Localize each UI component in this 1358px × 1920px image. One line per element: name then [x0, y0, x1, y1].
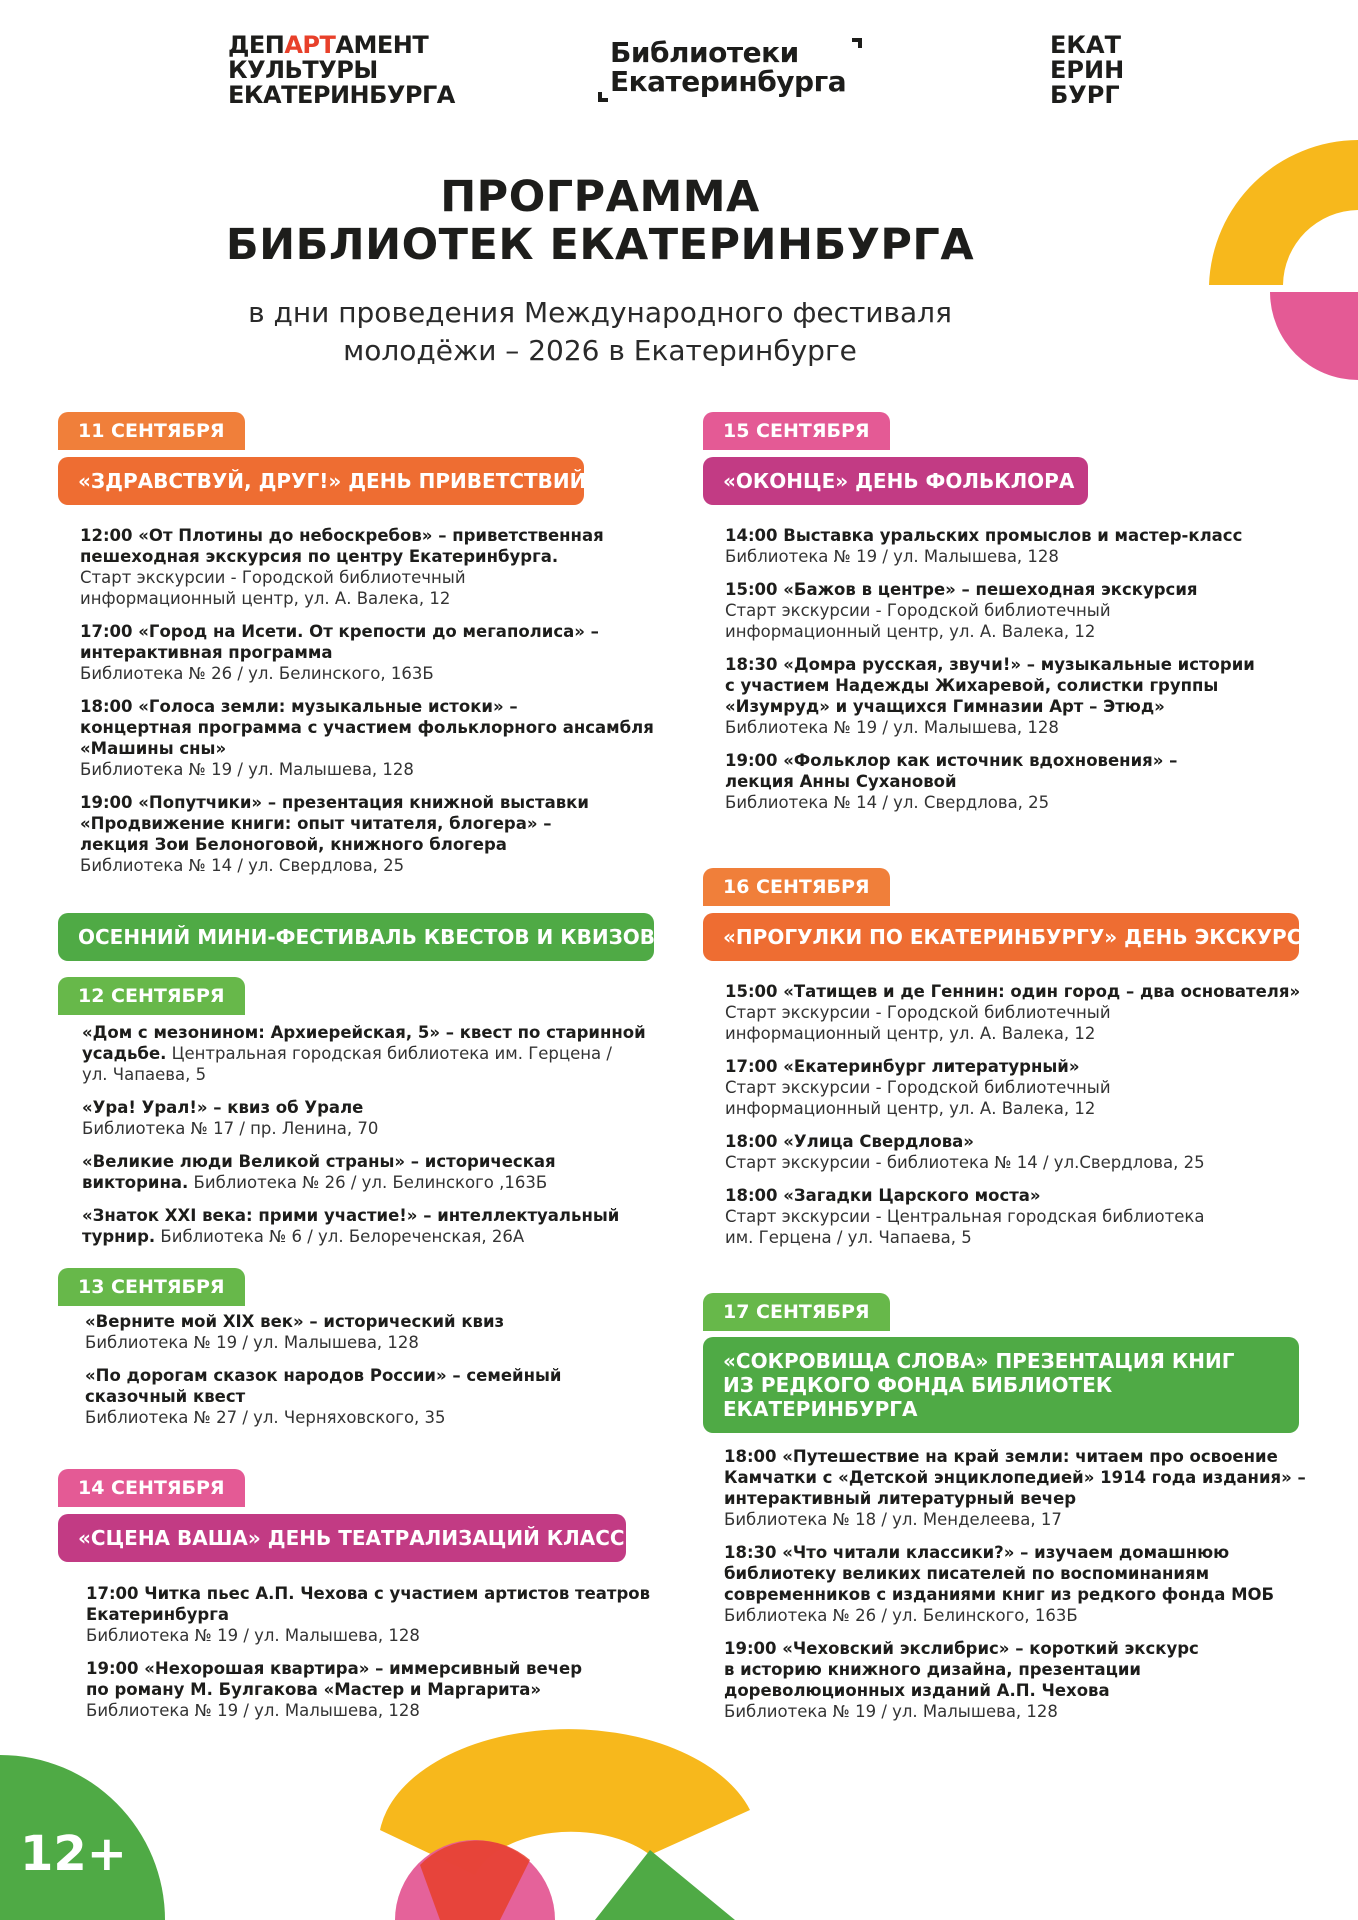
event-item [82, 1205, 682, 1247]
event-item [725, 654, 1345, 738]
title-line: БИБЛИОТЕК ЕКАТЕРИНБУРГА [225, 220, 975, 270]
event-item [80, 792, 680, 876]
event-item [725, 981, 1345, 1044]
date-tab-sep-14: 14 СЕНТЯБРЯ [58, 1469, 245, 1507]
event-item [725, 1185, 1345, 1248]
event-title: 19:00 «Попутчики» – презентация книжной выставки «Продвижение книги: опыт читателя, блогера» – лекция Зои Белоноговой, книжного блогера [80, 793, 589, 854]
event-venue: Библиотека № 19 / ул. Малышева, 128 [724, 1702, 1058, 1721]
event-item [725, 1056, 1345, 1119]
date-tab-sep-16: 16 СЕНТЯБРЯ [703, 868, 890, 906]
event-item [724, 1542, 1344, 1626]
event-list-sep-13 [85, 1311, 685, 1440]
event-item [82, 1022, 682, 1085]
event-venue: ул. Чапаева, 5 [82, 1065, 207, 1084]
event-venue: Библиотека № 17 / пр. Ленина, 70 [82, 1119, 379, 1138]
theme-band-quest-festival: ОСЕННИЙ МИНИ-ФЕСТИВАЛЬ КВЕСТОВ И КВИЗОВ [58, 913, 654, 961]
logo-line: ЕКАТ [1050, 31, 1121, 59]
event-list-sep-17 [724, 1446, 1344, 1734]
event-title: «Великие люди Великой страны» – историческая викторина. Библиотека № 26 / ул. Белинского ,163Б [82, 1152, 556, 1192]
logo-line: БУРГ [1050, 81, 1120, 109]
event-venue: Библиотека № 19 / ул. Малышева, 128 [86, 1701, 420, 1720]
event-title: «Ура! Урал!» – квиз об Урале [82, 1098, 364, 1117]
event-venue: Старт экскурсии - Городской библиотечный информационный центр, ул. А. Валека, 12 [725, 1078, 1111, 1118]
decor-arc-top-right [1205, 140, 1358, 380]
event-venue: Библиотека № 19 / ул. Малышева, 128 [725, 718, 1059, 737]
event-title: «Дом с мезонином: Архиерейская, 5» – квест по старинной усадьбе. Центральная городская библиотека им. Герцена / [82, 1023, 646, 1063]
event-item [80, 621, 680, 684]
event-title: «Знаток XXI века: прими участие!» – интеллектуальный турнир. Библиотека № 6 / ул. Белореченская, 26А [82, 1206, 620, 1246]
event-item [725, 1131, 1345, 1173]
event-item [82, 1151, 682, 1193]
event-item [724, 1446, 1344, 1530]
event-list-sep-14 [86, 1583, 686, 1733]
event-title: 18:00 «Загадки Царского моста» [725, 1186, 1041, 1205]
event-title: 19:00 «Нехорошая квартира» – иммерсивный вечер по роману М. Булгакова «Мастер и Маргарита» [86, 1659, 583, 1699]
event-title: 18:30 «Домра русская, звучи!» – музыкальные истории с участием Надежды Жихаревой, солистки группы «Изумруд» и учащихся Гимназии Арт – Этюд» [725, 655, 1255, 716]
event-title: 12:00 «От Плотины до небоскребов» – приветственная пешеходная экскурсия по центру Екатеринбурга. [80, 526, 604, 566]
event-item [725, 525, 1345, 567]
event-list-sep-11 [80, 525, 680, 888]
event-title: 14:00 Выставка уральских промыслов и мастер-класс [725, 526, 1243, 545]
date-tab-sep-12: 12 СЕНТЯБРЯ [58, 977, 245, 1015]
logo-line: Библиотеки [610, 36, 799, 69]
theme-band-sep-14: «СЦЕНА ВАША» ДЕНЬ ТЕАТРАЛИЗАЦИЙ КЛАССИКИ [58, 1514, 626, 1562]
event-venue: Библиотека № 26 / ул. Белинского, 163Б [724, 1606, 1078, 1625]
logo-line: ЕКАТЕРИНБУРГА [228, 81, 455, 109]
event-venue: Библиотека № 26 / ул. Белинского, 163Б [80, 664, 434, 683]
age-rating-badge: 12+ [20, 1826, 128, 1882]
event-item [80, 696, 680, 780]
theme-band-sep-15: «ОКОНЦЕ» ДЕНЬ ФОЛЬКЛОРА [703, 457, 1088, 505]
logo-line: ЕРИН [1050, 56, 1125, 84]
event-title: 19:00 «Фольклор как источник вдохновения» – лекция Анны Сухановой [725, 751, 1178, 791]
subtitle-line: молодёжи – 2026 в Екатеринбурге [343, 334, 857, 367]
event-item [725, 750, 1345, 813]
decor-arcs-bottom [380, 1715, 760, 1920]
event-title: 15:00 «Бажов в центре» – пешеходная экскурсия [725, 580, 1198, 599]
event-list-sep-16 [725, 981, 1345, 1260]
event-venue: Библиотека № 27 / ул. Черняховского, 35 [85, 1408, 446, 1427]
event-list-sep-12 [82, 1022, 682, 1259]
event-title: 18:00 «Голоса земли: музыкальные истоки» – концертная программа с участием фольклорного ансамбля «Машины сны» [80, 697, 654, 758]
event-item [724, 1638, 1344, 1722]
theme-band-sep-11: «ЗДРАВСТВУЙ, ДРУГ!» ДЕНЬ ПРИВЕТСТВИЙ [58, 457, 584, 505]
event-venue-inline: Библиотека № 6 / ул. Белореченская, 26А [155, 1227, 525, 1246]
event-title: 19:00 «Чеховский экслибрис» – короткий экскурс в историю книжного дизайна, презентации дореволюционных изданий А.П. Чехова [724, 1639, 1199, 1700]
department-culture-logo: ДЕПАРТАМЕНТ КУЛЬТУРЫ ЕКАТЕРИНБУРГА [228, 31, 455, 109]
event-item [82, 1097, 682, 1139]
date-tab-sep-13: 13 СЕНТЯБРЯ [58, 1268, 245, 1306]
event-venue: Библиотека № 19 / ул. Малышева, 128 [86, 1626, 420, 1645]
event-item [85, 1365, 685, 1428]
event-item [80, 525, 680, 609]
event-venue: Старт экскурсии - Центральная городская библиотека им. Герцена / ул. Чапаева, 5 [725, 1207, 1205, 1247]
event-item [86, 1658, 686, 1721]
theme-band-sep-16: «ПРОГУЛКИ ПО ЕКАТЕРИНБУРГУ» ДЕНЬ ЭКСКУРСИЙ [703, 913, 1299, 961]
event-venue: Библиотека № 14 / ул. Свердлова, 25 [725, 793, 1050, 812]
logo-line: КУЛЬТУРЫ [228, 56, 378, 84]
event-item [85, 1311, 685, 1353]
page-subtitle [180, 294, 1020, 370]
event-venue: Старт экскурсии - Городской библиотечный информационный центр, ул. А. Валека, 12 [80, 568, 466, 608]
event-venue-inline: Центральная городская библиотека им. Герцена / [166, 1044, 612, 1063]
event-title: 18:30 «Что читали классики?» – изучаем домашнюю библиотеку великих писателей по воспоминаниям современников с изданиями книг из редкого фонда МОБ [724, 1543, 1275, 1604]
event-venue-inline: Библиотека № 26 / ул. Белинского ,163Б [188, 1173, 548, 1192]
event-venue: Старт экскурсии - библиотека № 14 / ул.Свердлова, 25 [725, 1153, 1205, 1172]
event-venue: Библиотека № 19 / ул. Малышева, 128 [85, 1333, 419, 1352]
event-item [725, 579, 1345, 642]
event-venue: Библиотека № 18 / ул. Менделеева, 17 [724, 1510, 1062, 1529]
ekaterinburg-logo [1050, 33, 1124, 108]
event-venue: Библиотека № 19 / ул. Малышева, 128 [80, 760, 414, 779]
date-tab-sep-15: 15 СЕНТЯБРЯ [703, 412, 890, 450]
date-tab-sep-17: 17 СЕНТЯБРЯ [703, 1293, 890, 1331]
event-title: «Верните мой XIX век» – исторический квиз [85, 1312, 505, 1331]
date-tab-sep-11: 11 СЕНТЯБРЯ [58, 412, 245, 450]
event-venue: Старт экскурсии - Городской библиотечный информационный центр, ул. А. Валека, 12 [725, 601, 1111, 641]
event-list-sep-15 [725, 525, 1345, 825]
event-title: 17:00 Читка пьес А.П. Чехова с участием артистов театров Екатеринбурга [86, 1584, 651, 1624]
event-venue: Библиотека № 14 / ул. Свердлова, 25 [80, 856, 405, 875]
event-title: 17:00 «Екатеринбург литературный» [725, 1057, 1080, 1076]
event-title: 18:00 «Улица Свердлова» [725, 1132, 974, 1151]
title-line: ПРОГРАММА [440, 172, 760, 222]
event-title: 17:00 «Город на Исети. От крепости до мегаполиса» – интерактивная программа [80, 622, 599, 662]
theme-band-sep-17: «СОКРОВИЩА СЛОВА» ПРЕЗЕНТАЦИЯ КНИГ ИЗ РЕДКОГО ФОНДА БИБЛИОТЕК ЕКАТЕРИНБУРГА [703, 1337, 1299, 1433]
event-title: 15:00 «Татищев и де Геннин: один город – два основателя» [725, 982, 1301, 1001]
subtitle-line: в дни проведения Международного фестиваля [248, 296, 952, 329]
event-venue: Старт экскурсии - Городской библиотечный информационный центр, ул. А. Валека, 12 [725, 1003, 1111, 1043]
event-title: 18:00 «Путешествие на край земли: читаем про освоение Камчатки с «Детской энциклопедией» 1914 года издания» – интерактивный литературный вечер [724, 1447, 1306, 1508]
page-title [180, 173, 1020, 269]
event-title: «По дорогам сказок народов России» – семейный сказочный квест [85, 1366, 562, 1406]
libraries-logo [610, 38, 846, 96]
event-venue: Библиотека № 19 / ул. Малышева, 128 [725, 547, 1059, 566]
event-item [86, 1583, 686, 1646]
logo-line: Екатеринбурга [610, 65, 847, 98]
